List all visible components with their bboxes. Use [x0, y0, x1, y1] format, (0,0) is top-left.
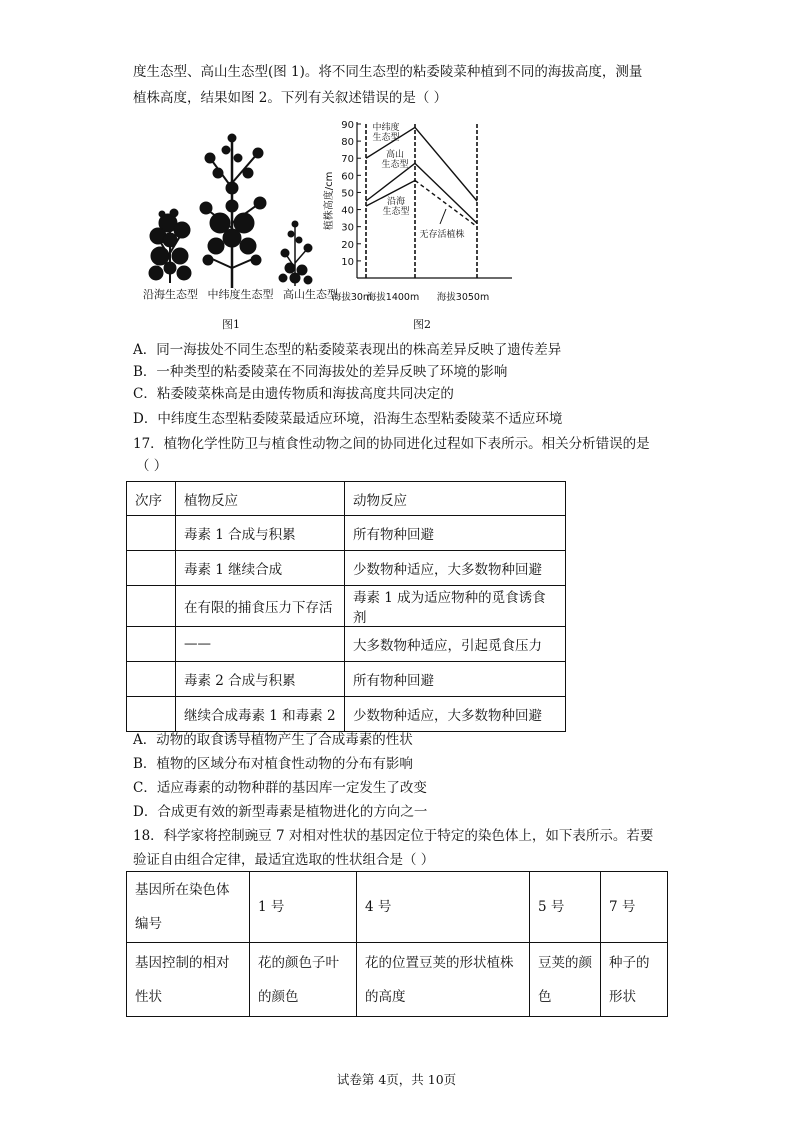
coastal-plant-silhouette: [149, 209, 191, 283]
q17-header-animal: 动物反应: [345, 482, 566, 516]
q18-cell-traits-chr7: 种子的形状: [601, 943, 668, 1017]
q16-option-b: B．一种类型的粘委陵菜在不同海拔处的差异反映了环境的影响: [133, 364, 508, 380]
q17-cell-order: [127, 697, 176, 732]
y-tick-label: 40: [341, 205, 354, 217]
y-tick-label: 10: [341, 256, 354, 268]
table-row: [127, 697, 566, 732]
x-tick-label: 海拔30m: [331, 292, 373, 303]
series-line-3: [415, 180, 477, 226]
table-row: [127, 516, 566, 551]
q17-option-b: B．植物的区域分布对植食性动物的分布有影响: [133, 756, 413, 772]
q18-cell-traits-chr1: 花的颜色子叶的颜色: [250, 943, 357, 1017]
q17-cell-order: [127, 627, 176, 662]
q17-cell-animal: 少数物种适应，大多数物种回避: [345, 551, 566, 586]
x-tick-label: 海拔3050m: [436, 292, 490, 303]
page-footer: 试卷第 4页，共 10页: [336, 1072, 457, 1087]
q17-table-header-row: [127, 482, 566, 516]
q17-cell-plant: 继续合成毒素 1 和毒素 2: [176, 697, 345, 732]
table-row: [127, 551, 566, 586]
series-line-0: [415, 127, 477, 201]
q17-option-c: C．适应毒素的动物种群的基因库一定发生了改变: [133, 780, 427, 796]
y-tick-label: 30: [341, 222, 354, 234]
q16-option-c: C．粘委陵菜株高是由遗传物质和海拔高度共同决定的: [133, 386, 454, 402]
q17-header-order: 次序: [127, 482, 176, 516]
alpine-label: 高山生态型: [283, 288, 338, 301]
q17-cell-plant: 毒素 1 继续合成: [176, 551, 345, 586]
q17-cell-animal: 少数物种适应，大多数物种回避: [345, 697, 566, 732]
q17-cell-plant: ——: [176, 627, 345, 662]
figure-2-chart: [322, 116, 522, 306]
q16-option-a: A．同一海拔处不同生态型的粘委陵菜表现出的株高差异反映了遗传差异: [133, 342, 562, 358]
table-row: [127, 662, 566, 697]
q16-option-d: D．中纬度生态型粘委陵菜最适应环境，沿海生态型粘委陵菜不适应环境: [133, 411, 563, 427]
q18-cell-traits-chr5: 豆荚的颜色: [530, 943, 601, 1017]
dead-annotation: 无存活植株: [419, 230, 465, 240]
q18-row1-header: 基因所在染色体编号: [127, 872, 250, 943]
q17-cell-animal: 毒素 1 成为适应物种的觅食诱食剂: [345, 586, 566, 627]
q18-table: [126, 871, 668, 1017]
table-row: [127, 872, 668, 943]
plant-silhouettes-image: [140, 128, 325, 303]
question-16-stem-line2: 植株高度，结果如图 2。下列有关叙述错误的是（ ）: [133, 90, 448, 106]
x-tick-label: 海拔1400m: [366, 292, 420, 303]
q17-cell-order: [127, 586, 176, 627]
q18-cell-chr7: 7 号: [601, 872, 668, 943]
y-tick-label: 70: [341, 154, 354, 166]
q17-cell-plant: 毒素 2 合成与积累: [176, 662, 345, 697]
q18-cell-chr4: 4 号: [357, 872, 530, 943]
question-18-stem-line1: 18．科学家将控制豌豆 7 对相对性状的基因定位于特定的染色体上，如下表所示。若要: [133, 828, 654, 844]
alpine-plant-silhouette: [279, 221, 312, 286]
figure-2-caption: 图2: [413, 318, 431, 331]
q17-cell-animal: 所有物种回避: [345, 662, 566, 697]
question-17-stem-line1: 17．植物化学性防卫与植食性动物之间的协同进化过程如下表所示。相关分析错误的是: [133, 436, 650, 452]
table-row: [127, 943, 668, 1017]
q17-cell-plant: 毒素 1 合成与积累: [176, 516, 345, 551]
table-row: [127, 586, 566, 627]
mid-latitude-annotation: 中纬度生态型: [372, 123, 400, 143]
mid-latitude-label: 中纬度生态型: [207, 288, 274, 301]
alpine-annotation: 高山生态型: [381, 150, 409, 170]
q17-option-a: A．动物的取食诱导植物产生了合成毒素的性状: [133, 732, 413, 748]
figure-1-caption: 图1: [222, 318, 240, 331]
table-row: [127, 627, 566, 662]
q18-cell-chr5: 5 号: [530, 872, 601, 943]
q17-table: [126, 481, 566, 732]
figure-1-labels: [143, 286, 338, 302]
series-line-1: [415, 163, 477, 223]
q18-row2-header: 基因控制的相对性状: [127, 943, 250, 1017]
q17-cell-order: [127, 662, 176, 697]
y-axis-label: 植株高度/cm: [324, 171, 335, 231]
figure-1: [140, 128, 325, 303]
question-16-stem-line1: 度生态型、高山生态型(图 1)。将不同生态型的粘委陵菜种植到不同的海拔高度，测量: [133, 64, 643, 80]
q17-cell-animal: 所有物种回避: [345, 516, 566, 551]
q17-cell-order: [127, 516, 176, 551]
y-tick-label: 80: [341, 137, 354, 149]
q17-cell-plant: 在有限的捕食压力下存活: [176, 586, 345, 627]
mid-latitude-plant-silhouette: [200, 134, 266, 288]
q17-option-d: D．合成更有效的新型毒素是植物进化的方向之一: [133, 804, 428, 820]
plant-height-chart: [322, 116, 522, 306]
q17-cell-order: [127, 551, 176, 586]
q17-header-plant: 植物反应: [176, 482, 345, 516]
y-tick-label: 90: [341, 120, 354, 131]
q18-cell-traits-chr4: 花的位置豆荚的形状植株的高度: [357, 943, 530, 1017]
question-17-stem-line2: （ ）: [136, 458, 168, 474]
coastal-label: 沿海生态型: [143, 288, 198, 301]
y-tick-label: 60: [341, 171, 354, 183]
coastal-annotation: 沿海生态型: [382, 197, 410, 217]
y-tick-label: 50: [341, 188, 354, 200]
y-tick-label: 20: [341, 239, 354, 251]
question-18-stem-line2: 验证自由组合定律，最适宜选取的性状组合是（ ）: [133, 852, 435, 868]
q18-cell-chr1: 1 号: [250, 872, 357, 943]
q17-cell-animal: 大多数物种适应，引起觅食压力: [345, 627, 566, 662]
dead-annotation-pointer: [440, 209, 446, 224]
